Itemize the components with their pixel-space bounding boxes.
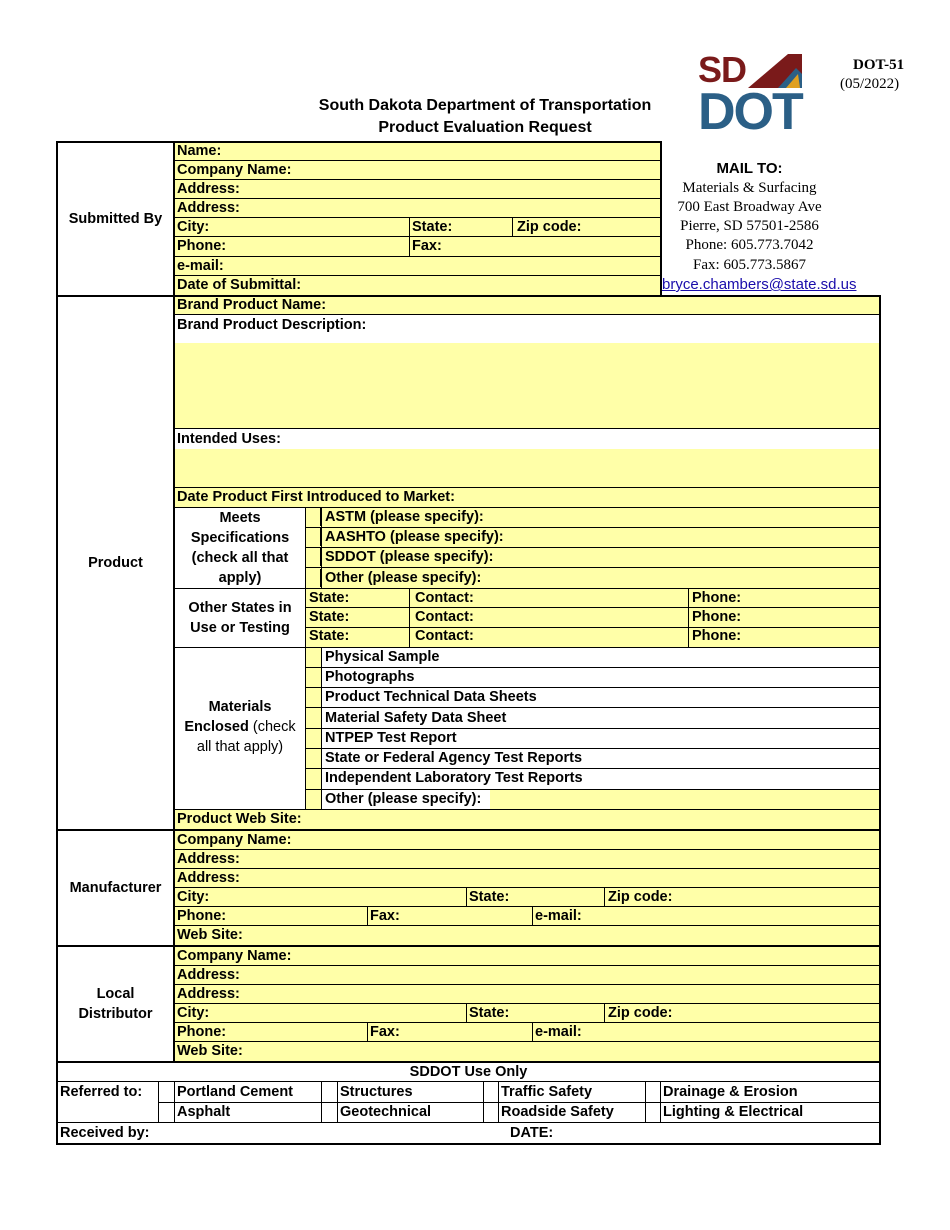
spec-other: Other (please specify): bbox=[325, 570, 482, 586]
ref-roadside-checkbox[interactable] bbox=[484, 1103, 498, 1122]
ref-structures-checkbox[interactable] bbox=[322, 1082, 337, 1101]
os-contact-1: Contact: bbox=[415, 590, 474, 606]
os-state-2: State: bbox=[309, 609, 350, 625]
spec-sddot: SDDOT (please specify): bbox=[325, 549, 494, 565]
product-label: Product bbox=[88, 555, 143, 571]
ref-roadside-safety: Roadside Safety bbox=[501, 1104, 614, 1120]
mfr-email-label: e-mail: bbox=[535, 908, 582, 924]
mfr-address2-label: Address: bbox=[177, 870, 240, 886]
mfr-fax-label: Fax: bbox=[370, 908, 400, 924]
spec-astm-checkbox[interactable] bbox=[306, 508, 321, 526]
dept-name: South Dakota Department of Transportation bbox=[318, 97, 652, 114]
dist-fax-label: Fax: bbox=[370, 1024, 400, 1040]
spec-aashto-checkbox[interactable] bbox=[306, 528, 321, 546]
referred-to-label: Referred to: bbox=[60, 1084, 143, 1100]
logo-dot-text: DOT bbox=[698, 83, 802, 141]
sddot-use-heading: SDDOT Use Only bbox=[409, 1064, 528, 1080]
mat-msds: Material Safety Data Sheet bbox=[325, 710, 507, 726]
other-states-label: Other States in Use or Testing bbox=[188, 600, 292, 636]
materials-label-normal: (check all that apply) bbox=[196, 719, 296, 755]
sub-name-label: Name: bbox=[177, 143, 222, 159]
submitted-by-label: Submitted By bbox=[68, 211, 163, 227]
dist-phone-label: Phone: bbox=[177, 1024, 227, 1040]
ref-traffic-safety-checkbox[interactable] bbox=[484, 1082, 498, 1101]
spec-other-checkbox[interactable] bbox=[306, 569, 321, 587]
sub-zip-label: Zip code: bbox=[517, 219, 582, 235]
ref-structures: Structures bbox=[340, 1084, 413, 1100]
mail-to-line2: 700 East Broadway Ave bbox=[677, 199, 822, 215]
form-date: (05/2022) bbox=[840, 76, 900, 92]
mail-to-line3: Pierre, SD 57501-2586 bbox=[680, 218, 819, 234]
intended-uses-label: Intended Uses: bbox=[177, 431, 281, 447]
brand-desc-label: Brand Product Description: bbox=[177, 317, 367, 333]
dist-city-label: City: bbox=[177, 1005, 210, 1021]
sub-date-label: Date of Submittal: bbox=[177, 277, 302, 293]
ref-portland-cement: Portland Cement bbox=[177, 1084, 294, 1100]
mail-to-line1: Materials & Surfacing bbox=[682, 180, 817, 196]
sub-address2-label: Address: bbox=[177, 200, 240, 216]
os-state-1: State: bbox=[309, 590, 350, 606]
os-state-3: State: bbox=[309, 628, 350, 644]
os-phone-3: Phone: bbox=[692, 628, 742, 644]
ref-geotechnical: Geotechnical bbox=[340, 1104, 432, 1120]
ref-traffic-safety: Traffic Safety bbox=[501, 1084, 593, 1100]
materials-label-bold: Materials Enclosed bbox=[184, 699, 272, 735]
mail-to-phone: Phone: 605.773.7042 bbox=[685, 237, 814, 253]
mfr-zip-label: Zip code: bbox=[608, 889, 673, 905]
mfr-company-label: Company Name: bbox=[177, 832, 292, 848]
mfr-phone-label: Phone: bbox=[177, 908, 227, 924]
dist-web-label: Web Site: bbox=[177, 1043, 243, 1059]
specs-label: Meets Specifications (check all that apply) bbox=[190, 509, 290, 586]
distributor-label: Local Distributor bbox=[78, 986, 153, 1022]
mfr-state-label: State: bbox=[469, 889, 510, 905]
sub-email-label: e-mail: bbox=[177, 258, 224, 274]
mat-agency-reports: State or Federal Agency Test Reports bbox=[325, 750, 583, 766]
brand-name-label: Brand Product Name: bbox=[177, 297, 327, 313]
ref-lighting-electrical: Lighting & Electrical bbox=[663, 1104, 804, 1120]
manufacturer-label: Manufacturer bbox=[69, 880, 162, 896]
mfr-address1-label: Address: bbox=[177, 851, 240, 867]
dist-zip-label: Zip code: bbox=[608, 1005, 673, 1021]
brand-desc-field[interactable] bbox=[175, 343, 880, 429]
sub-company-label: Company Name: bbox=[177, 162, 292, 178]
dist-state-label: State: bbox=[469, 1005, 510, 1021]
mail-to-email-link[interactable]: bryce.chambers@state.sd.us bbox=[662, 276, 857, 293]
sub-city-label: City: bbox=[177, 219, 210, 235]
sub-phone-label: Phone: bbox=[177, 238, 227, 254]
received-by-label: Received by: bbox=[60, 1125, 150, 1141]
mat-ntpep: NTPEP Test Report bbox=[325, 730, 457, 746]
mat-lab-reports: Independent Laboratory Test Reports bbox=[325, 770, 583, 786]
materials-label bbox=[176, 697, 304, 757]
web-site-label: Product Web Site: bbox=[177, 811, 302, 827]
sub-address1-label: Address: bbox=[177, 181, 240, 197]
ref-asphalt: Asphalt bbox=[177, 1104, 231, 1120]
os-contact-3: Contact: bbox=[415, 628, 474, 644]
date-introduced-label: Date Product First Introduced to Market: bbox=[177, 489, 455, 505]
ref-portland-cement-checkbox[interactable] bbox=[159, 1082, 174, 1101]
dist-address2-label: Address: bbox=[177, 986, 240, 1002]
ref-drainage-checkbox[interactable] bbox=[646, 1082, 660, 1101]
dist-address1-label: Address: bbox=[177, 967, 240, 983]
materials-other-field[interactable] bbox=[490, 789, 880, 809]
mat-physical-sample: Physical Sample bbox=[325, 649, 440, 665]
received-date-label: DATE: bbox=[510, 1125, 554, 1141]
other-states-fields-bg[interactable] bbox=[305, 588, 880, 647]
mail-to-fax: Fax: 605.773.5867 bbox=[693, 257, 806, 273]
spec-astm: ASTM (please specify): bbox=[325, 509, 484, 525]
dist-email-label: e-mail: bbox=[535, 1024, 582, 1040]
sub-state-label: State: bbox=[412, 219, 453, 235]
ref-geotechnical-checkbox[interactable] bbox=[322, 1103, 337, 1122]
sub-fax-label: Fax: bbox=[412, 238, 442, 254]
ref-asphalt-checkbox[interactable] bbox=[159, 1103, 174, 1122]
mfr-city-label: City: bbox=[177, 889, 210, 905]
mail-to-heading: MAIL TO: bbox=[716, 160, 783, 177]
ref-lighting-checkbox[interactable] bbox=[646, 1103, 660, 1122]
mfr-web-label: Web Site: bbox=[177, 927, 243, 943]
os-contact-2: Contact: bbox=[415, 609, 474, 625]
spec-sddot-checkbox[interactable] bbox=[306, 548, 321, 566]
ref-drainage-erosion: Drainage & Erosion bbox=[663, 1084, 798, 1100]
dist-company-label: Company Name: bbox=[177, 948, 292, 964]
spec-aashto: AASHTO (please specify): bbox=[325, 529, 504, 545]
mat-photographs: Photographs bbox=[325, 669, 415, 685]
mat-tech-data: Product Technical Data Sheets bbox=[325, 689, 537, 705]
mat-other: Other (please specify): bbox=[325, 791, 482, 807]
form-id: DOT-51 bbox=[853, 57, 905, 73]
sddot-logo bbox=[698, 49, 804, 144]
os-phone-2: Phone: bbox=[692, 609, 742, 625]
os-phone-1: Phone: bbox=[692, 590, 742, 606]
logo-sd-text: SD bbox=[698, 49, 747, 90]
form-title: Product Evaluation Request bbox=[378, 119, 592, 136]
